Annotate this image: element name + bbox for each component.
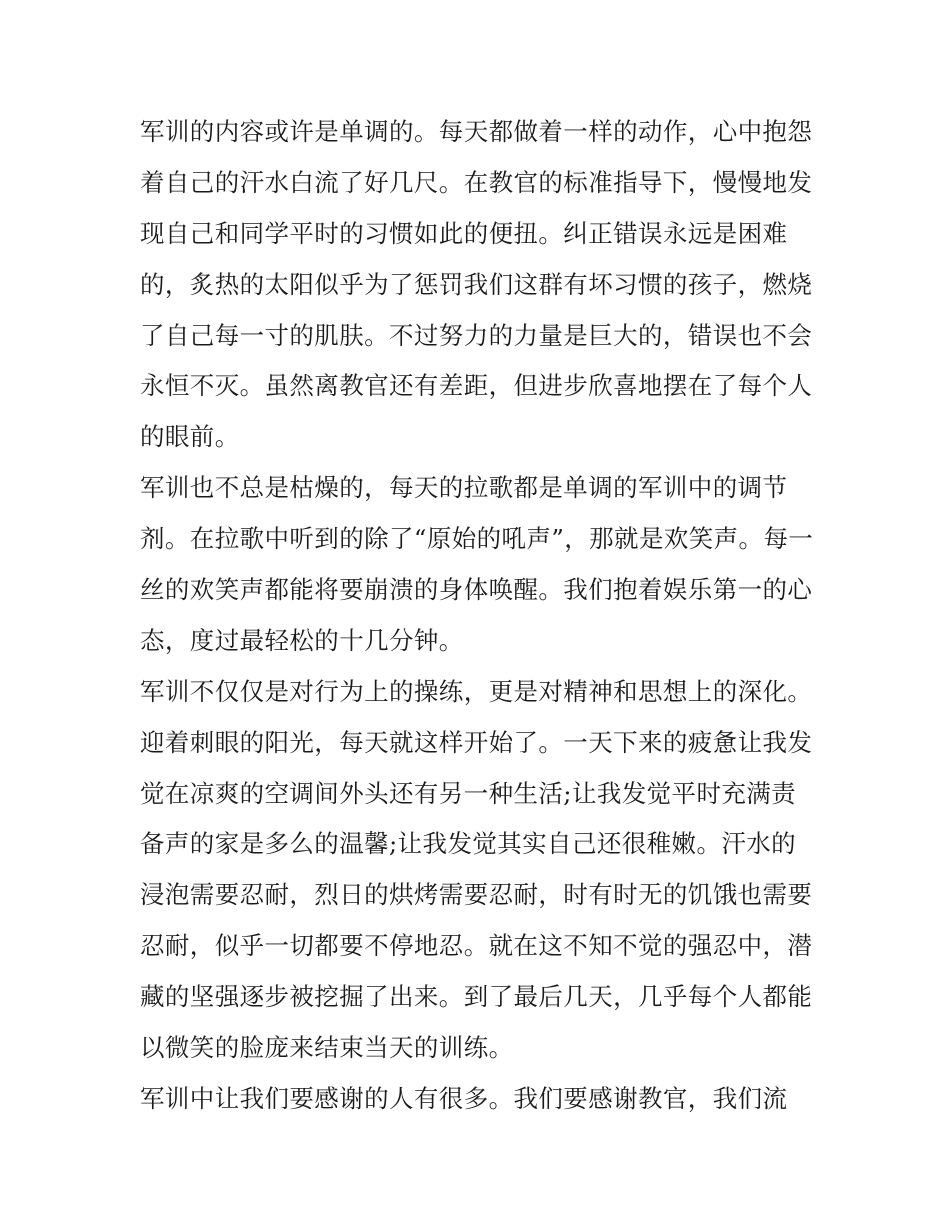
text-line: 以微笑的脸庞来结束当天的训练。	[140, 1033, 514, 1063]
text-line: 态，度过最轻松的十几分钟。	[140, 625, 464, 655]
text-line: 了自己每一寸的肌肤。不过努力的力量是巨大的，错误也不会	[140, 320, 813, 350]
text-line: 藏的坚强逐步被挖掘了出来。到了最后几天，几乎每个人都能	[140, 982, 813, 1012]
essay-text	[140, 107, 820, 1125]
text-line: 现自己和同学平时的习惯如此的便扭。纠正错误永远是困难	[140, 218, 788, 248]
text-line: 丝的欢笑声都能将要崩溃的身体唤醒。我们抱着娱乐第一的心	[140, 575, 813, 605]
text-line: 备声的家是多么的温馨;让我发觉其实自己还很稚嫩。汗水的	[140, 829, 797, 859]
text-line: 迎着刺眼的阳光，每天就这样开始了。一天下来的疲惫让我发	[140, 727, 813, 757]
text-line: 觉在凉爽的空调间外头还有另一种生活;让我发觉平时充满责	[140, 778, 797, 808]
text-line: 军训中让我们要感谢的人有很多。我们要感谢教官，我们流	[140, 1083, 788, 1113]
text-line: 忍耐，似乎一切都要不停地忍。就在这不知不觉的强忍中，潜	[140, 931, 813, 961]
text-line: 的眼前。	[140, 422, 240, 452]
text-line: 浸泡需要忍耐，烈日的烘烤需要忍耐，时有时无的饥饿也需要	[140, 880, 813, 910]
text-line: 永恒不灭。虽然离教官还有差距，但进步欣喜地摆在了每个人	[140, 371, 813, 401]
text-line: 军训不仅仅是对行为上的操练，更是对精神和思想上的深化。	[140, 676, 813, 706]
text-line: 剂。在拉歌中听到的除了“原始的吼声”，那就是欢笑声。每一	[140, 524, 814, 554]
text-line: 军训也不总是枯燥的，每天的拉歌都是单调的军训中的调节	[140, 473, 788, 503]
text-line: 的，炙热的太阳似乎为了惩罚我们这群有坏习惯的孩子，燃烧	[140, 269, 813, 299]
text-line: 军训的内容或许是单调的。每天都做着一样的动作，心中抱怨	[140, 117, 813, 146]
text-line: 着自己的汗水白流了好几尺。在教官的标准指导下，慢慢地发	[140, 167, 813, 197]
